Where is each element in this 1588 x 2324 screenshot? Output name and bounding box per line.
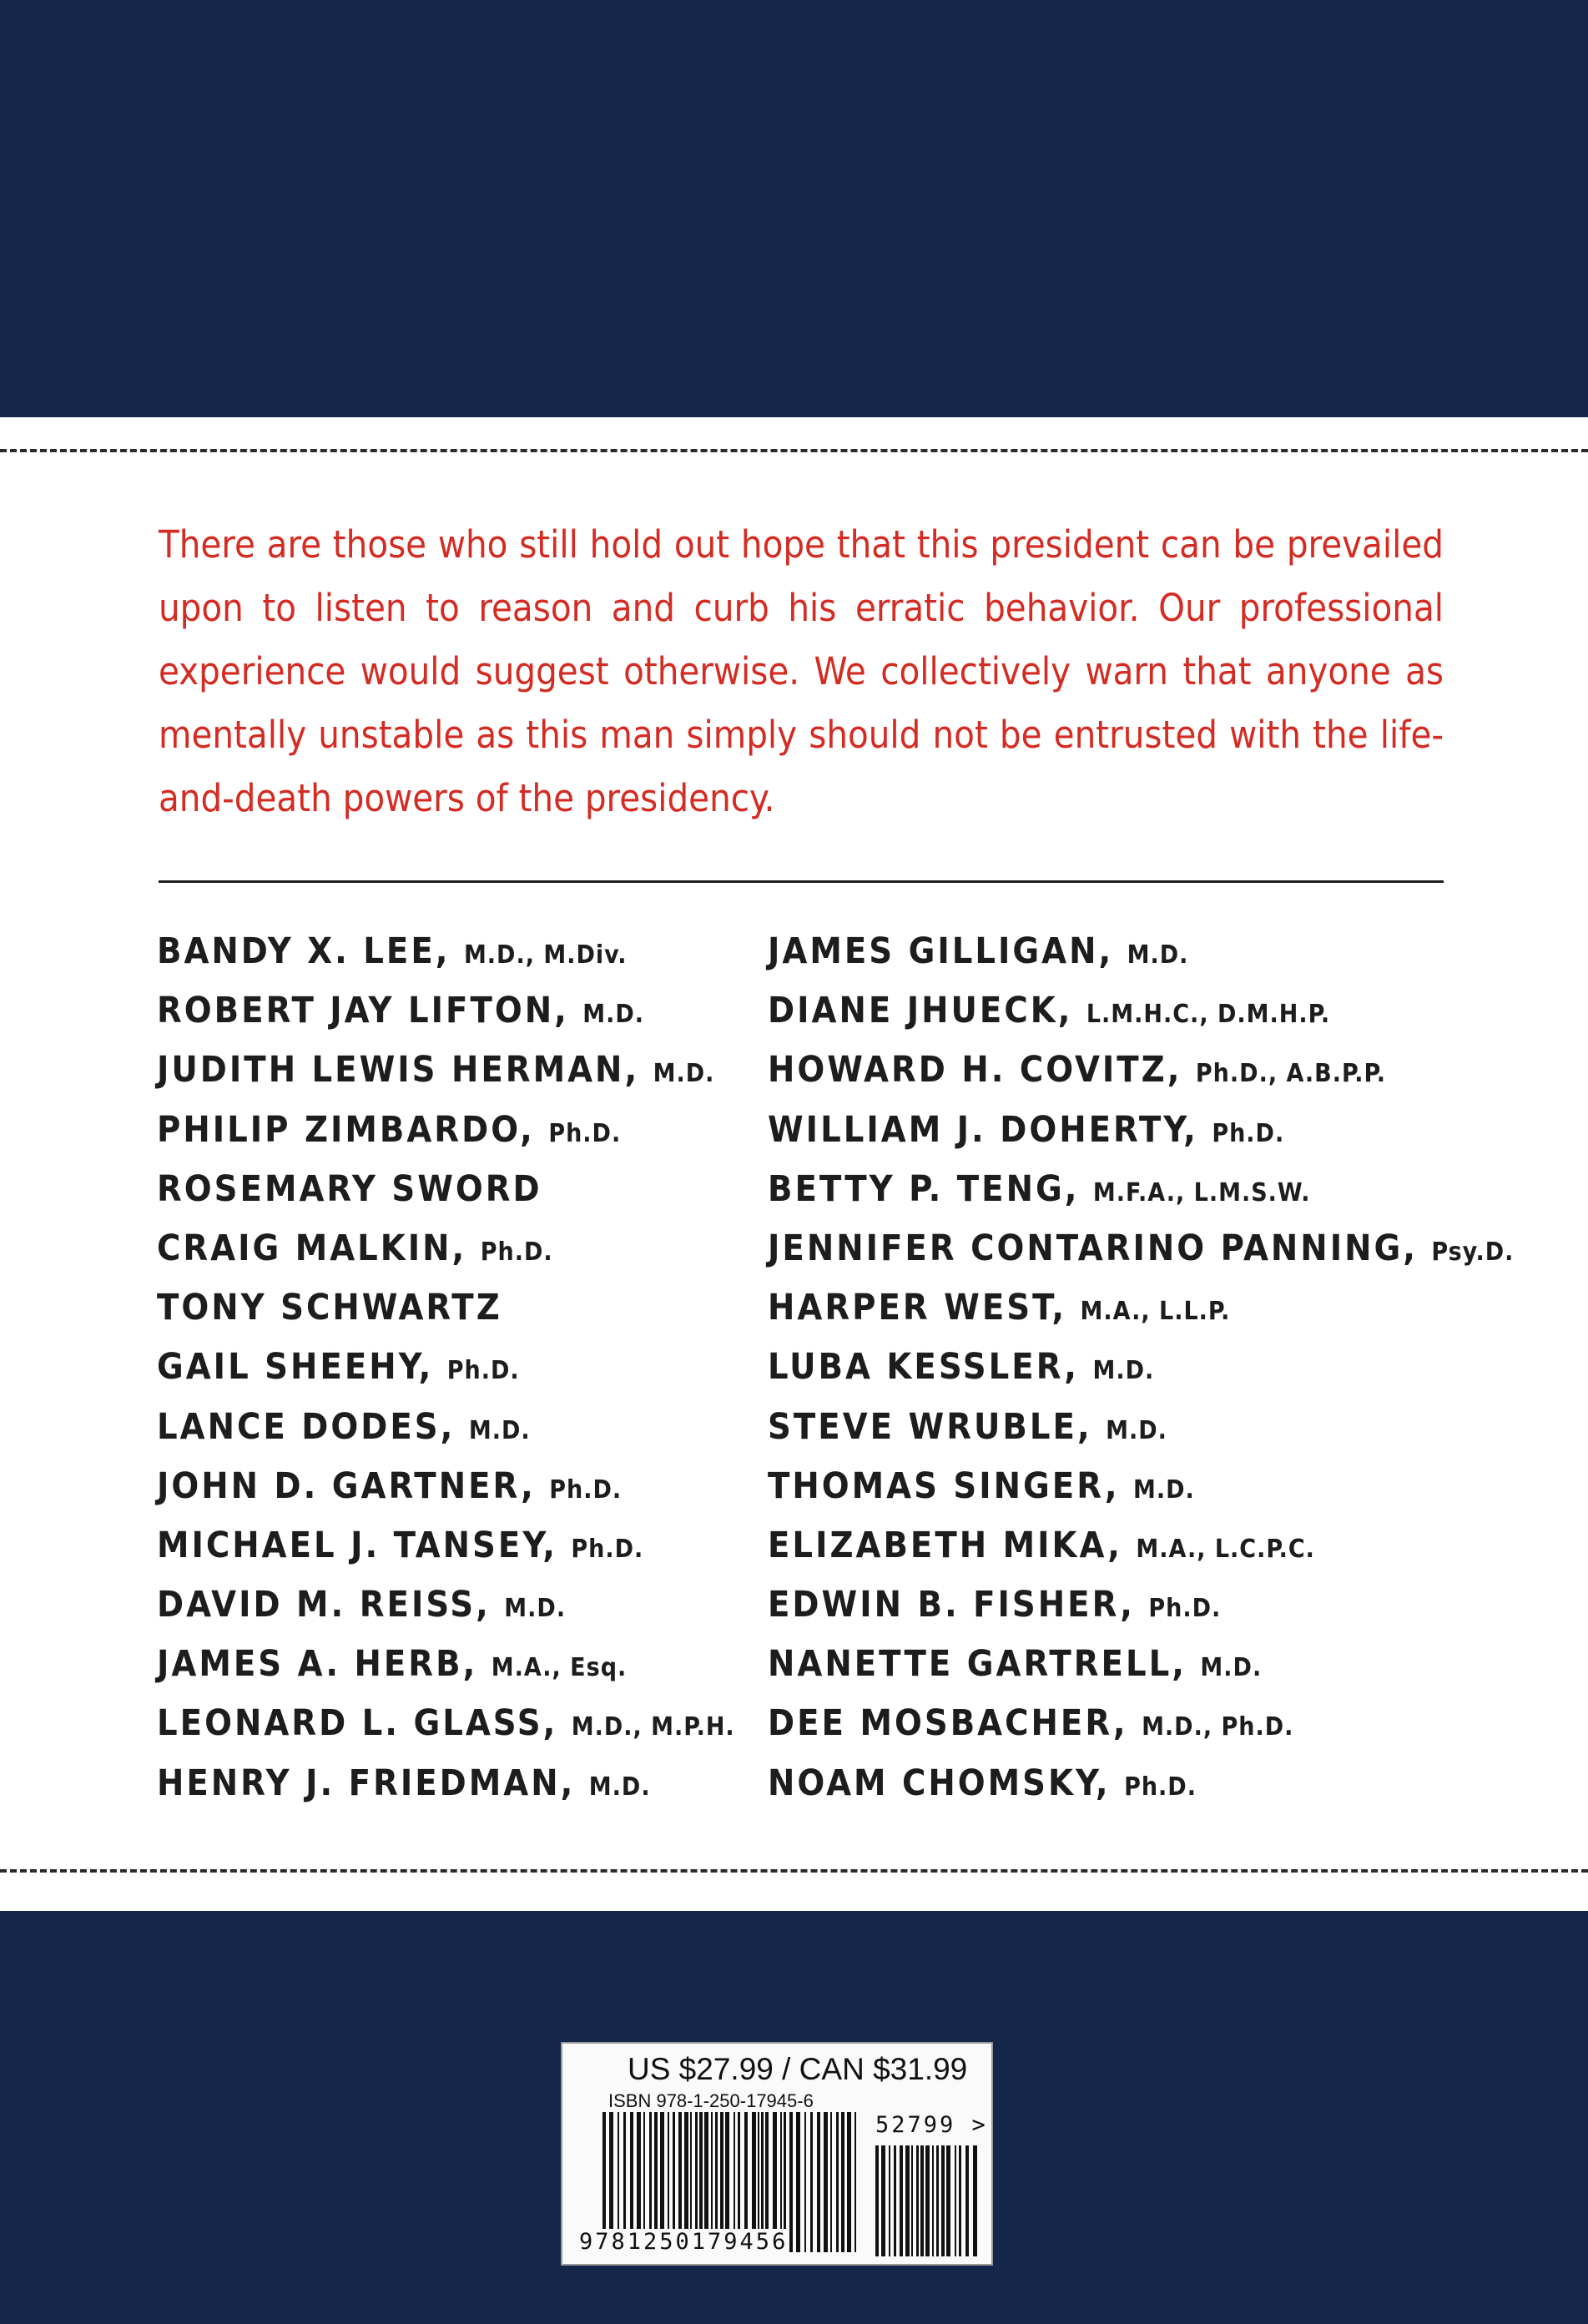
barcode-bar	[875, 2145, 879, 2256]
contributor-credentials: Ph.D.	[1212, 1118, 1285, 1148]
barcode-bar	[900, 2145, 903, 2256]
contributor	[768, 922, 1514, 981]
barcode-bar	[804, 2112, 806, 2252]
contributor-credentials: L.M.H.C., D.M.H.P.	[1086, 1000, 1331, 1030]
contributor	[768, 1694, 1514, 1753]
name-separator: ,	[1095, 1762, 1125, 1804]
barcode-bar	[911, 2145, 913, 2256]
price-barcode-label	[561, 2042, 993, 2266]
contributor	[157, 1694, 735, 1753]
barcode-bar	[881, 2145, 885, 2256]
contributor-credentials: M.D.	[1132, 1475, 1195, 1505]
name-separator: ,	[1403, 1227, 1432, 1269]
contributor-name: EDWIN B. FISHER	[768, 1584, 1121, 1626]
barcode-bar	[817, 2112, 820, 2252]
contributor	[157, 922, 735, 981]
contributor	[768, 981, 1514, 1041]
contributor-credentials: Ph.D., A.B.P.P.	[1195, 1059, 1387, 1089]
contributor-name: HARPER WEST	[768, 1287, 1052, 1329]
name-separator: ,	[440, 1405, 469, 1448]
name-separator: ,	[554, 990, 583, 1032]
contributor-credentials: M.D.	[468, 1415, 531, 1445]
barcode-bar	[905, 2145, 910, 2256]
contributor-name: JOHN D. GARTNER	[157, 1464, 522, 1507]
barcode-bar	[959, 2145, 961, 2256]
contributor-name: THOMAS SINGER	[768, 1464, 1105, 1507]
contributor	[157, 1575, 735, 1635]
contributor	[768, 1398, 1514, 1457]
contributor-credentials: Ph.D.	[549, 1475, 623, 1505]
contributor-name: JAMES GILLIGAN	[768, 930, 1099, 972]
name-separator: ,	[435, 930, 464, 972]
contributor-credentials: Ph.D.	[480, 1237, 553, 1267]
barcode-bar	[932, 2145, 934, 2256]
name-separator: ,	[462, 1643, 492, 1686]
barcode-bar	[789, 2112, 793, 2252]
contributor-credentials: M.D.	[653, 1059, 715, 1089]
contributor	[157, 1219, 735, 1278]
barcode-digits: 9781250179456	[579, 2229, 789, 2255]
barcode-bar	[847, 2112, 851, 2252]
top-stitch-line	[0, 449, 1588, 452]
name-separator: ,	[542, 1524, 572, 1566]
name-separator: ,	[1172, 1643, 1201, 1686]
contributor-name: DIANE JHUECK	[768, 990, 1058, 1032]
contributor-credentials: M.D.	[588, 1772, 651, 1802]
contributor-name: BANDY X. LEE	[157, 930, 436, 972]
contributor	[768, 1101, 1514, 1160]
contributor	[768, 1754, 1514, 1813]
contributor-credentials: Ph.D.	[446, 1356, 520, 1386]
name-separator: ,	[1064, 1167, 1093, 1210]
contributor	[768, 1041, 1514, 1100]
contributor-name: HOWARD H. COVITZ	[768, 1049, 1167, 1091]
contributor	[768, 1160, 1514, 1219]
white-band	[0, 417, 1588, 1911]
name-separator: ,	[1076, 1405, 1107, 1448]
contributor-name: BETTY P. TENG	[768, 1167, 1065, 1210]
contributor-name: GAIL SHEEHY	[157, 1346, 419, 1389]
name-separator: ,	[1051, 1287, 1081, 1329]
contributor-name: ELIZABETH MIKA	[768, 1524, 1108, 1566]
contributor-credentials: M.D., M.Div.	[463, 940, 628, 970]
contributor-name: WILLIAM J. DOHERTY	[768, 1108, 1184, 1151]
contributor-name: DAVID M. REISS	[157, 1584, 476, 1626]
contributor-credentials: M.D.	[1200, 1653, 1263, 1683]
contributor-credentials: Ph.D.	[571, 1534, 644, 1564]
barcode-bar	[894, 2145, 896, 2256]
name-separator: ,	[521, 1464, 550, 1507]
contributor	[157, 1457, 735, 1516]
contributor-name: STEVE WRUBLE	[768, 1405, 1077, 1448]
contributor	[157, 1754, 735, 1813]
name-separator: ,	[624, 1049, 653, 1091]
name-separator: ,	[1064, 1346, 1093, 1389]
isbn-text: ISBN 978-1-250-17945-6	[608, 2090, 814, 2111]
contributor-credentials: M.D.	[1092, 1356, 1155, 1386]
contributor-name: CRAIG MALKIN	[157, 1227, 452, 1269]
contributor-name: LUBA KESSLER	[768, 1346, 1065, 1389]
name-separator: ,	[1120, 1584, 1149, 1626]
barcode-bar	[889, 2145, 890, 2256]
barcode-bar	[946, 2145, 950, 2256]
contributor	[157, 1041, 735, 1100]
name-separator: ,	[1098, 930, 1127, 972]
contributors-left	[157, 922, 735, 1813]
contributor-credentials: Psy.D.	[1431, 1237, 1515, 1267]
contributor	[157, 1516, 735, 1575]
name-separator: ,	[520, 1108, 549, 1151]
contributor	[768, 1219, 1514, 1278]
contributor-name: JUDITH LEWIS HERMAN	[157, 1049, 625, 1091]
contributor	[157, 1101, 735, 1160]
name-separator: ,	[1057, 990, 1086, 1032]
contributor	[157, 1278, 735, 1338]
barcode-bar	[973, 2145, 977, 2256]
contributor	[157, 981, 735, 1041]
contributor	[768, 1575, 1514, 1635]
contributor	[768, 1516, 1514, 1575]
divider-rule	[159, 880, 1444, 883]
contributor	[768, 1457, 1514, 1516]
contributor	[157, 1160, 735, 1219]
contributor-credentials: M.F.A., L.M.S.W.	[1092, 1177, 1311, 1207]
name-separator: ,	[1112, 1702, 1142, 1745]
contributor	[157, 1338, 735, 1397]
addon-digits: 52799 >	[875, 2112, 988, 2138]
barcode-bar	[916, 2145, 919, 2256]
name-separator: ,	[1107, 1524, 1137, 1566]
contributor-name: ROBERT JAY LIFTON	[157, 990, 555, 1032]
barcode-bar	[941, 2145, 945, 2256]
name-separator: ,	[1167, 1049, 1196, 1091]
contributor-credentials: M.D.	[504, 1594, 567, 1624]
name-separator: ,	[418, 1346, 447, 1389]
barcode-bar	[920, 2145, 924, 2256]
name-separator: ,	[1104, 1464, 1133, 1507]
barcode-bar	[810, 2112, 813, 2252]
contributor-credentials: M.D., Ph.D.	[1142, 1712, 1294, 1742]
barcode-bar	[955, 2145, 956, 2256]
barcode-bar	[830, 2112, 832, 2252]
barcode-bar	[824, 2112, 828, 2252]
contributor-name: MICHAEL J. TANSEY	[157, 1524, 543, 1566]
contributor-name: TONY SCHWARTZ	[157, 1287, 502, 1329]
contributors-right	[768, 922, 1514, 1813]
contributor-name: ROSEMARY SWORD	[157, 1167, 542, 1210]
contributor-name: NOAM CHOMSKY	[768, 1762, 1096, 1804]
contributor-credentials: M.A., Esq.	[491, 1653, 628, 1683]
name-separator: ,	[542, 1702, 572, 1745]
contributor-credentials: M.A., L.L.P.	[1080, 1297, 1231, 1327]
contributor-credentials: M.D.	[582, 1000, 645, 1030]
barcode-bar	[796, 2112, 800, 2252]
contributor-name: HENRY J. FRIEDMAN	[157, 1762, 561, 1804]
contributor-credentials: M.D.	[1127, 940, 1189, 970]
price-text: US $27.99 / CAN $31.99	[628, 2052, 968, 2086]
name-separator: ,	[1183, 1108, 1212, 1151]
barcode-bar	[925, 2145, 930, 2256]
barcode-bar	[965, 2145, 969, 2256]
barcode-bar	[854, 2112, 856, 2252]
barcode-bar	[936, 2145, 939, 2256]
contributor-credentials: M.A., L.C.P.C.	[1136, 1534, 1315, 1564]
contributor-name: NANETTE GARTRELL	[768, 1643, 1172, 1686]
contributor	[157, 1635, 735, 1694]
barcode-bar	[841, 2112, 844, 2252]
bottom-stitch-line	[0, 1869, 1588, 1873]
contributor-name: JENNIFER CONTARINO PANNING	[768, 1227, 1404, 1269]
name-separator: ,	[560, 1762, 589, 1804]
contributor-name: DEE MOSBACHER	[768, 1702, 1113, 1745]
contributor-name: PHILIP ZIMBARDO	[157, 1108, 521, 1151]
contributor	[768, 1338, 1514, 1397]
contributor	[768, 1278, 1514, 1338]
name-separator: ,	[476, 1584, 505, 1626]
name-separator: ,	[451, 1227, 481, 1269]
contributor-name: JAMES A. HERB	[157, 1643, 463, 1686]
contributor	[768, 1635, 1514, 1694]
quote-text: There are those who still hold out hope that this president can be prevailed upon to listen to reason and curb his erratic behavior. Our professional experience would suggest otherwise. We collectively warn that anyone as mentally unstable as this man simply should not be entrusted with the life-and-death powers of the presidency.	[159, 522, 1444, 820]
contributor-credentials: Ph.D.	[1148, 1594, 1222, 1624]
contributor-credentials: Ph.D.	[548, 1118, 622, 1148]
contributor-name: LEONARD L. GLASS	[157, 1702, 543, 1745]
contributor-name: LANCE DODES	[157, 1405, 441, 1448]
contributor-credentials: M.D.	[1106, 1415, 1167, 1445]
contributor	[157, 1398, 735, 1457]
barcode-bar	[836, 2112, 839, 2252]
contributor-credentials: M.D., M.P.H.	[571, 1712, 735, 1742]
contributor-credentials: Ph.D.	[1124, 1772, 1197, 1802]
